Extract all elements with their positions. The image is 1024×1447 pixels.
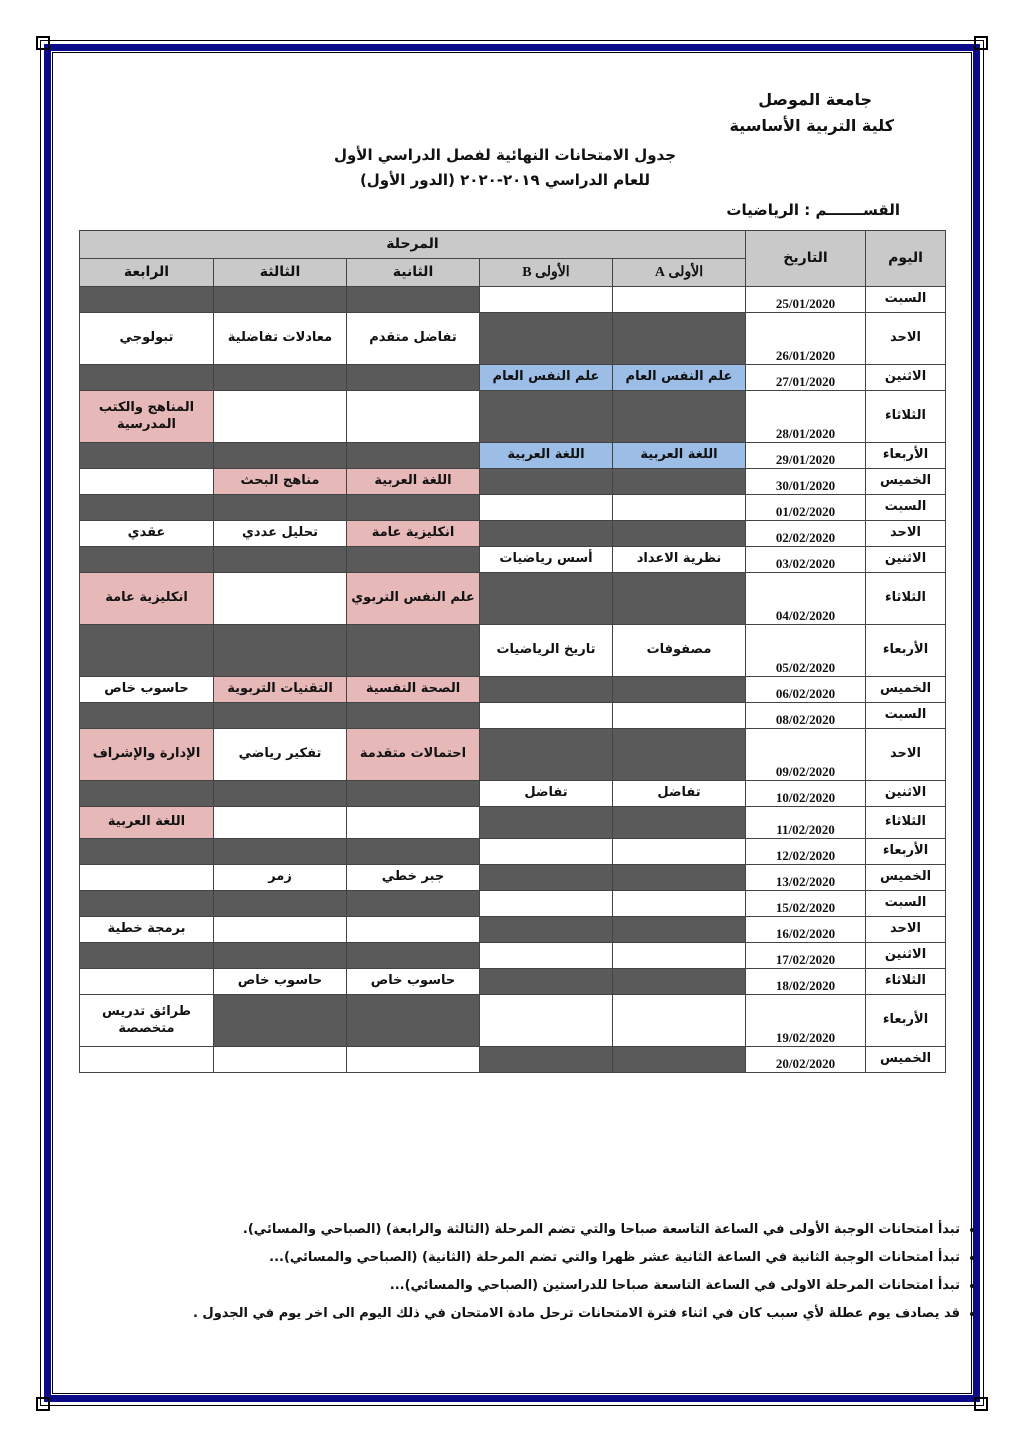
exam-cell xyxy=(214,391,347,443)
day-cell: الاثنين xyxy=(866,365,946,391)
exam-cell xyxy=(613,521,746,547)
exam-cell xyxy=(214,1047,347,1073)
header-stage: الرابعة xyxy=(80,259,214,287)
table-row xyxy=(80,781,946,807)
day-cell: السبت xyxy=(866,891,946,917)
table-row xyxy=(80,729,946,781)
table-row xyxy=(80,1047,946,1073)
exam-cell xyxy=(214,625,347,677)
exam-cell xyxy=(347,547,480,573)
exam-schedule-table xyxy=(79,230,946,1073)
day-cell: الخميس xyxy=(866,677,946,703)
exam-cell xyxy=(347,703,480,729)
border-corner-ornament xyxy=(36,1397,50,1411)
day-cell: الأربعاء xyxy=(866,625,946,677)
date-cell: 25/01/2020 xyxy=(746,287,866,313)
header-date: التاريخ xyxy=(746,231,866,287)
header-stage-group: المرحلة xyxy=(80,231,746,259)
exam-cell xyxy=(214,781,347,807)
exam-cell xyxy=(347,807,480,839)
date-cell: 01/02/2020 xyxy=(746,495,866,521)
date-cell: 08/02/2020 xyxy=(746,703,866,729)
exam-cell: حاسوب خاص xyxy=(80,677,214,703)
day-cell: الاحد xyxy=(866,313,946,365)
exam-cell xyxy=(480,917,613,943)
exam-cell xyxy=(80,495,214,521)
date-cell: 26/01/2020 xyxy=(746,313,866,365)
exam-cell xyxy=(80,547,214,573)
exam-cell xyxy=(480,495,613,521)
exam-cell xyxy=(480,1047,613,1073)
date-cell: 15/02/2020 xyxy=(746,891,866,917)
exam-cell: علم النفس العام xyxy=(613,365,746,391)
exam-cell xyxy=(80,1047,214,1073)
date-cell: 28/01/2020 xyxy=(746,391,866,443)
day-cell: الأربعاء xyxy=(866,839,946,865)
exam-cell xyxy=(613,807,746,839)
exam-cell xyxy=(214,703,347,729)
note-item: • تبدأ امتحانات الوجبة الثانية في الساعة الثانية عشر ظهرا والتي تضم المرحلة (الثانية) (الصباحي والمسائي)... xyxy=(110,1250,960,1265)
exam-cell: جبر خطي xyxy=(347,865,480,891)
exam-cell xyxy=(347,443,480,469)
date-cell: 17/02/2020 xyxy=(746,943,866,969)
table-row xyxy=(80,625,946,677)
day-cell: الخميس xyxy=(866,469,946,495)
exam-cell: معادلات تفاضلية xyxy=(214,313,347,365)
table-row xyxy=(80,677,946,703)
exam-cell: المناهج والكتب المدرسية xyxy=(80,391,214,443)
exam-cell: أسس رياضيات xyxy=(480,547,613,573)
exam-cell xyxy=(480,943,613,969)
exam-cell xyxy=(613,287,746,313)
day-cell: الاثنين xyxy=(866,781,946,807)
date-cell: 02/02/2020 xyxy=(746,521,866,547)
table-row xyxy=(80,703,946,729)
table-row xyxy=(80,573,946,625)
table-row xyxy=(80,287,946,313)
exam-cell xyxy=(480,313,613,365)
header-stage: الأولى A xyxy=(613,259,746,287)
date-cell: 16/02/2020 xyxy=(746,917,866,943)
exam-cell xyxy=(214,443,347,469)
day-cell: الأربعاء xyxy=(866,995,946,1047)
exam-cell: تحليل عددي xyxy=(214,521,347,547)
university-name: جامعة الموصل xyxy=(758,90,872,109)
document-title: جدول الامتحانات النهائية لفصل الدراسي الأول xyxy=(333,146,677,164)
exam-cell xyxy=(80,781,214,807)
exam-cell xyxy=(480,391,613,443)
exam-cell: تبولوجي xyxy=(80,313,214,365)
date-cell: 29/01/2020 xyxy=(746,443,866,469)
exam-cell xyxy=(214,547,347,573)
date-cell: 06/02/2020 xyxy=(746,677,866,703)
exam-cell xyxy=(80,703,214,729)
exam-cell: الصحة النفسية xyxy=(347,677,480,703)
exam-cell: الإدارة والإشراف xyxy=(80,729,214,781)
exam-cell xyxy=(480,839,613,865)
exam-cell xyxy=(347,781,480,807)
exam-cell xyxy=(613,391,746,443)
day-cell: الاحد xyxy=(866,917,946,943)
exam-cell xyxy=(613,495,746,521)
date-cell: 12/02/2020 xyxy=(746,839,866,865)
exam-cell: احتمالات متقدمة xyxy=(347,729,480,781)
exam-cell: نظرية الاعداد xyxy=(613,547,746,573)
exam-cell: مناهج البحث xyxy=(214,469,347,495)
exam-cell xyxy=(214,917,347,943)
table-row xyxy=(80,865,946,891)
date-cell: 20/02/2020 xyxy=(746,1047,866,1073)
exam-cell: علم النفس التربوي xyxy=(347,573,480,625)
exam-cell xyxy=(480,287,613,313)
exam-cell: حاسوب خاص xyxy=(214,969,347,995)
table-row xyxy=(80,391,946,443)
exam-cell: حاسوب خاص xyxy=(347,969,480,995)
day-cell: الاثنين xyxy=(866,943,946,969)
exam-cell xyxy=(613,313,746,365)
exam-cell xyxy=(347,943,480,969)
exam-cell xyxy=(80,287,214,313)
exam-cell xyxy=(613,469,746,495)
table-row xyxy=(80,807,946,839)
day-cell: الثلاثاء xyxy=(866,391,946,443)
exam-cell xyxy=(214,573,347,625)
date-cell: 05/02/2020 xyxy=(746,625,866,677)
exam-cell xyxy=(214,287,347,313)
exam-cell: تاريخ الرياضيات xyxy=(480,625,613,677)
header-stage: الثالثة xyxy=(214,259,347,287)
exam-cell xyxy=(347,625,480,677)
exam-cell xyxy=(480,807,613,839)
exam-cell xyxy=(214,839,347,865)
exam-cell: تفاضل xyxy=(480,781,613,807)
exam-cell xyxy=(347,365,480,391)
note-item: • تبدأ امتحانات الوجبة الأولى في الساعة التاسعة صباحا والتي تضم المرحلة (الثالثة والرابعة) (الصباحي والمسائي). xyxy=(110,1222,960,1237)
exam-cell xyxy=(613,573,746,625)
exam-cell: اللغة العربية xyxy=(613,443,746,469)
exam-cell: انكليزية عامة xyxy=(80,573,214,625)
day-cell: الثلاثاء xyxy=(866,969,946,995)
table-row xyxy=(80,891,946,917)
exam-cell xyxy=(613,1047,746,1073)
exam-cell: تفكير رياضي xyxy=(214,729,347,781)
exam-cell xyxy=(613,703,746,729)
schedule-body xyxy=(80,287,946,1073)
table-row xyxy=(80,943,946,969)
academic-year: للعام الدراسي ٢٠١٩-٢٠٢٠ (الدور الأول) xyxy=(359,171,651,189)
date-cell: 13/02/2020 xyxy=(746,865,866,891)
table-row xyxy=(80,547,946,573)
day-cell: الاثنين xyxy=(866,547,946,573)
notes-list xyxy=(110,1222,988,1334)
border-corner-ornament xyxy=(974,1397,988,1411)
exam-cell: تفاضل xyxy=(613,781,746,807)
exam-cell xyxy=(347,891,480,917)
header-day: اليوم xyxy=(866,231,946,287)
table-row xyxy=(80,521,946,547)
exam-cell xyxy=(214,943,347,969)
day-cell: الثلاثاء xyxy=(866,807,946,839)
table-row xyxy=(80,995,946,1047)
exam-cell xyxy=(613,729,746,781)
exam-cell xyxy=(480,995,613,1047)
exam-cell xyxy=(480,573,613,625)
table-row xyxy=(80,969,946,995)
exam-cell xyxy=(214,891,347,917)
table-row xyxy=(80,469,946,495)
exam-cell xyxy=(347,287,480,313)
day-cell: السبت xyxy=(866,703,946,729)
exam-cell xyxy=(613,917,746,943)
exam-cell: اللغة العربية xyxy=(80,807,214,839)
border-corner-ornament xyxy=(36,36,50,50)
exam-cell: برمجة خطية xyxy=(80,917,214,943)
exam-cell: اللغة العربية xyxy=(347,469,480,495)
exam-cell xyxy=(347,1047,480,1073)
note-item: • قد يصادف يوم عطلة لأي سبب كان في اثناء فترة الامتحانات ترحل مادة الامتحان في ذلك اليوم الى اخر يوم في الجدول . xyxy=(110,1306,960,1321)
day-cell: الاحد xyxy=(866,729,946,781)
exam-cell xyxy=(480,729,613,781)
exam-cell: مصفوفات xyxy=(613,625,746,677)
exam-cell xyxy=(80,891,214,917)
date-cell: 27/01/2020 xyxy=(746,365,866,391)
exam-cell xyxy=(480,891,613,917)
date-cell: 19/02/2020 xyxy=(746,995,866,1047)
day-cell: الاحد xyxy=(866,521,946,547)
exam-cell xyxy=(347,839,480,865)
exam-cell xyxy=(80,969,214,995)
department-label: القســـــــم : الرياضيات xyxy=(726,201,900,219)
exam-cell xyxy=(80,443,214,469)
exam-cell xyxy=(613,839,746,865)
exam-cell xyxy=(347,495,480,521)
exam-cell: عقدي xyxy=(80,521,214,547)
date-cell: 09/02/2020 xyxy=(746,729,866,781)
college-name: كلية التربية الأساسية xyxy=(729,116,894,135)
exam-cell xyxy=(480,703,613,729)
exam-cell xyxy=(347,391,480,443)
exam-cell xyxy=(613,891,746,917)
exam-cell xyxy=(214,365,347,391)
exam-cell xyxy=(80,865,214,891)
exam-cell xyxy=(80,365,214,391)
exam-cell xyxy=(480,521,613,547)
exam-cell xyxy=(80,625,214,677)
exam-cell xyxy=(80,839,214,865)
date-cell: 10/02/2020 xyxy=(746,781,866,807)
table-row xyxy=(80,917,946,943)
exam-cell xyxy=(214,807,347,839)
exam-cell xyxy=(480,865,613,891)
exam-cell: التقنيات التربوية xyxy=(214,677,347,703)
note-item: • تبدأ امتحانات المرحلة الاولى في الساعة التاسعة صباحا للدراستين (الصباحي والمسائي)... xyxy=(110,1278,960,1293)
exam-cell xyxy=(613,677,746,703)
day-cell: السبت xyxy=(866,495,946,521)
day-cell: الخميس xyxy=(866,1047,946,1073)
exam-cell xyxy=(347,995,480,1047)
exam-cell: تفاضل متقدم xyxy=(347,313,480,365)
exam-cell xyxy=(613,943,746,969)
exam-cell xyxy=(613,969,746,995)
exam-cell xyxy=(214,495,347,521)
exam-cell: علم النفس العام xyxy=(480,365,613,391)
exam-cell xyxy=(80,469,214,495)
header-stage: الثانية xyxy=(347,259,480,287)
header-stage: الأولى B xyxy=(480,259,613,287)
date-cell: 30/01/2020 xyxy=(746,469,866,495)
exam-cell: زمر xyxy=(214,865,347,891)
table-row xyxy=(80,365,946,391)
date-cell: 11/02/2020 xyxy=(746,807,866,839)
date-cell: 18/02/2020 xyxy=(746,969,866,995)
table-row xyxy=(80,839,946,865)
day-cell: السبت xyxy=(866,287,946,313)
exam-cell xyxy=(613,865,746,891)
exam-cell xyxy=(347,917,480,943)
day-cell: الثلاثاء xyxy=(866,573,946,625)
table-row xyxy=(80,443,946,469)
day-cell: الخميس xyxy=(866,865,946,891)
exam-cell xyxy=(214,995,347,1047)
day-cell: الأربعاء xyxy=(866,443,946,469)
table-row xyxy=(80,495,946,521)
exam-cell xyxy=(480,469,613,495)
exam-cell: طرائق تدريس متخصصة xyxy=(80,995,214,1047)
exam-cell: اللغة العربية xyxy=(480,443,613,469)
border-corner-ornament xyxy=(974,36,988,50)
date-cell: 03/02/2020 xyxy=(746,547,866,573)
exam-cell xyxy=(613,995,746,1047)
exam-cell xyxy=(480,969,613,995)
date-cell: 04/02/2020 xyxy=(746,573,866,625)
exam-cell xyxy=(80,943,214,969)
exam-cell xyxy=(480,677,613,703)
table-row xyxy=(80,313,946,365)
exam-cell: انكليزية عامة xyxy=(347,521,480,547)
